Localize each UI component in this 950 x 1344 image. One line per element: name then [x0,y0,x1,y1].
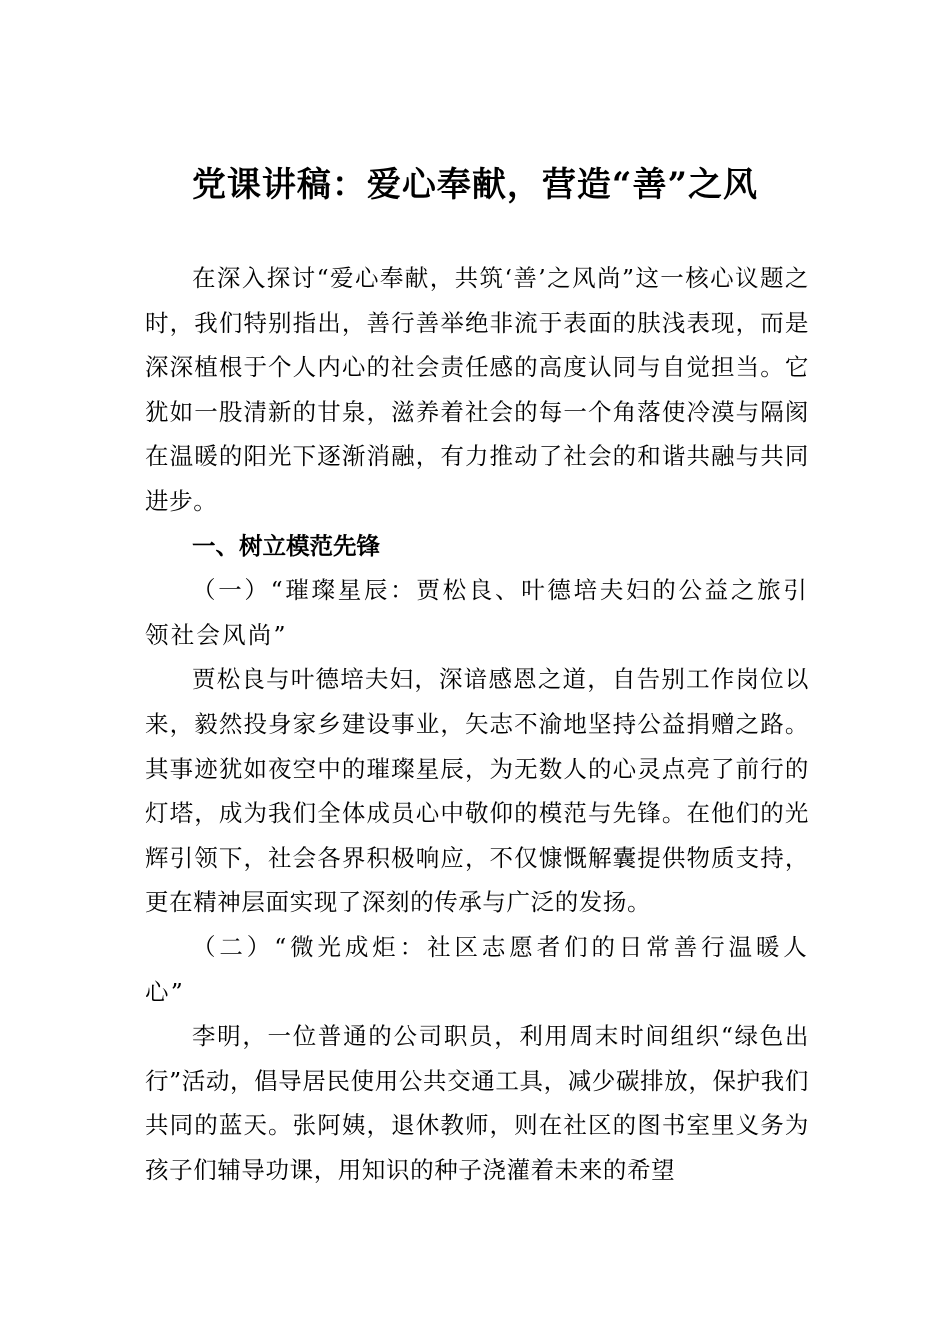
subsection-heading: （二）“微光成炬：社区志愿者们的日常善行温暖人心” [145,932,809,1006]
section-heading: 一、树立模范先锋 [192,531,380,560]
subsection-heading: （一）“璀璨星辰：贾松良、叶德培夫妇的公益之旅引领社会风尚” [145,576,809,649]
subsection-paragraph: 李明，一位普通的公司职员，利用周末时间组织“绿色出行”活动，倡导居民使用公共交通工具，减少碳排放，保护我们共同的蓝天。张阿姨，退休教师，则在社区的图书室里义务为孩子们辅导功课，用知识的种子浇灌着未来的希望 [145,1022,809,1184]
subsection-paragraph: 贾松良与叶德培夫妇，深谙感恩之道，自告别工作岗位以来，毅然投身家乡建设事业，矢志不渝地坚持公益捐赠之路。其事迹犹如夜空中的璀璨星辰，为无数人的心灵点亮了前行的灯塔，成为我们全体成员心中敬仰的模范与先锋。在他们的光辉引领下，社会各界积极响应，不仅慷慨解囊提供物质支持，更在精神层面实现了深刻的传承与广泛的发扬。 [145,665,809,917]
document-body [145,256,809,1192]
intro-paragraph: 在深入探讨“爱心奉献，共筑‘善’之风尚”这一核心议题之时，我们特别指出，善行善举绝非流于表面的肤浅表现，而是深深植根于个人内心的社会责任感的高度认同与自觉担当。它犹如一股清新的甘泉，滋养着社会的每一个角落使冷漠与隔阂在温暖的阳光下逐渐消融，有力推动了社会的和谐共融与共同进步。 [145,264,809,515]
document-title: 党课讲稿：爱心奉献，营造“善”之风 [191,165,759,205]
